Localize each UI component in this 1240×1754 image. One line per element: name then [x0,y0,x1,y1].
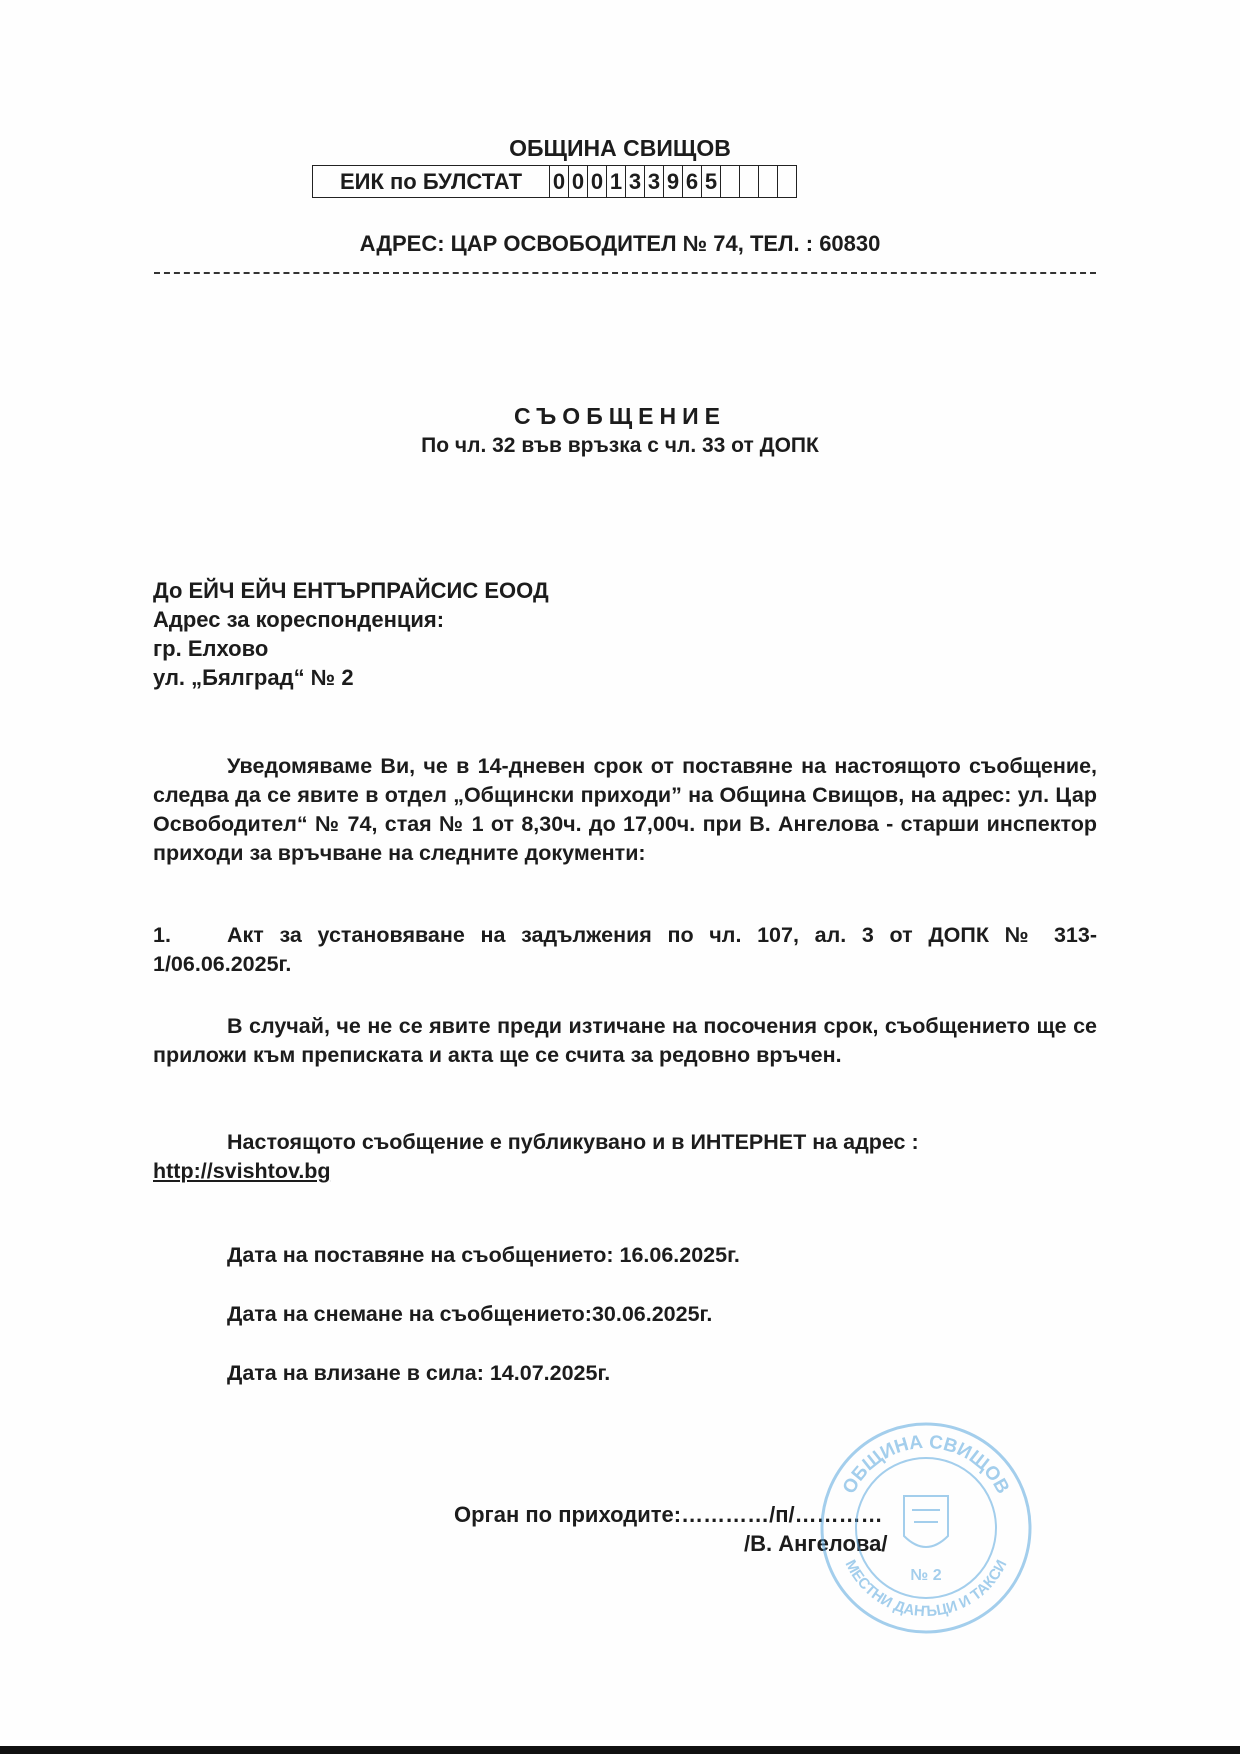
eik-digit-empty [778,166,797,198]
eik-digit: 9 [664,166,683,198]
organization-name: ОБЩИНА СВИЩОВ [509,135,731,161]
recipient-address-label: Адрес за кореспонденция: [153,607,445,632]
eik-digit: 0 [588,166,607,198]
website-link[interactable]: http://svishtov.bg [153,1159,331,1183]
eik-label: ЕИК по БУЛСТАТ [313,166,550,198]
signature-line: Орган по приходите:…………/п/………… [454,1502,883,1527]
eik-digit-empty [721,166,740,198]
stamp-bottom-text: МЕСТНИ ДАНЪЦИ И ТАКСИ [841,1557,1011,1621]
body-paragraph-internet [153,1128,1097,1186]
eik-digit: 0 [569,166,588,198]
eik-digit: 3 [626,166,645,198]
list-item-text: Акт за установяване на задължения по чл. 107, ал. 3 от ДОПК № 313-1/06.06.2025г. [153,923,1097,976]
eik-digit: 3 [645,166,664,198]
header-divider [154,272,1096,274]
svg-text:ОБЩИНА СВИЩОВ [839,1432,1013,1498]
internet-notice-text: Настоящото съобщение е публикувано и в ИНТЕРНЕТ на адрес : [227,1130,919,1154]
eik-table [312,165,797,198]
body-paragraph-consequence: В случай, че не се явите преди изтичане на посочения срок, съобщението ще се приложи към преписката и акта ще се счита за редовно връчен. [153,1014,1097,1067]
signatory-name: /В. Ангелова/ [744,1531,888,1556]
recipient-street: ул. „Бялград“ № 2 [153,665,354,690]
body-paragraph-notice: Уведомяваме Ви, че в 14-дневен срок от поставяне на настоящото съобщение, следва да се явите в отдел „Общински приходи” на Община Свищов, на адрес: ул. Цар Освободител“ № 74, стая № 1 от 8,30ч. до 17,00ч. при В. Ангелова - старши инспектор приходи за връчване на следните документи: [153,754,1097,865]
stamp-number: № 2 [910,1567,942,1584]
eik-digit: 5 [702,166,721,198]
message-subtitle: По чл. 32 във връзка с чл. 33 от ДОПК [421,434,819,457]
eik-digit: 6 [683,166,702,198]
recipient-block [153,576,549,692]
date-effective: Дата на влизане в сила: 14.07.2025г. [227,1361,611,1385]
header-address: АДРЕС: ЦАР ОСВОБОДИТЕЛ № 74, ТЕЛ. : 60830 [359,231,881,256]
eik-digit: 1 [607,166,626,198]
eik-digit-empty [740,166,759,198]
date-removed: Дата на снемане на съобщението:30.06.2025г. [227,1302,713,1326]
recipient-name: До ЕЙЧ ЕЙЧ ЕНТЪРПРАЙСИС ЕООД [153,578,549,603]
stamp-top-text: ОБЩИНА СВИЩОВ [838,1431,1014,1498]
date-posted: Дата на поставяне на съобщението: 16.06.2025г. [227,1243,740,1267]
stamp-outer-ring [822,1424,1030,1632]
recipient-city: гр. Елхово [153,636,269,661]
eik-digit-empty [759,166,778,198]
list-item-number: 1. [153,923,171,947]
message-title: СЪОБЩЕНИЕ [514,403,726,429]
eik-digit: 0 [550,166,569,198]
document-list-item [153,921,1097,979]
scan-edge [0,1746,1240,1754]
official-stamp [816,1418,1036,1638]
